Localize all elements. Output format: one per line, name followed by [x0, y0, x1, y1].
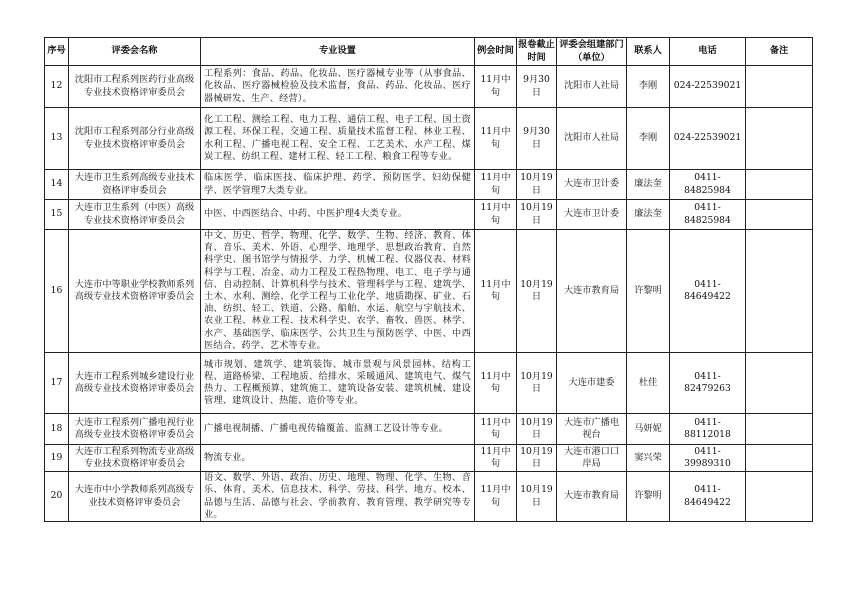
- row-number: 20: [45, 472, 69, 522]
- remark: [746, 230, 813, 353]
- header-note: 备注: [746, 38, 813, 66]
- organizing-department: 沈阳市人社局: [557, 108, 627, 170]
- phone-number: 0411-84649422: [670, 230, 746, 353]
- meeting-time: 11月中旬: [475, 200, 517, 230]
- remark: [746, 472, 813, 522]
- major-list: 化工工程、测绘工程、电力工程、通信工程、电子工程、国土资源工程、环保工程、交通工程、质量技术监督工程、林业工程、水利工程、广播电视工程、安全工程、工艺美术、水产工程、煤炭工程、纺织工程、建材工程、轻工工程、粮食工程等专业。: [201, 108, 475, 170]
- meeting-time: 11月中旬: [475, 353, 517, 414]
- committee-name: 沈阳市工程系列医药行业高级专业技术资格评审委员会: [69, 66, 201, 108]
- header-row: [45, 38, 813, 66]
- contact-person: 李刚: [627, 108, 670, 170]
- meeting-time: 11月中旬: [475, 108, 517, 170]
- deadline: 10月19日: [517, 414, 557, 445]
- contact-person: 廉法奎: [627, 200, 670, 230]
- major-list: 物流专业。: [201, 445, 475, 472]
- header-phone: 电话: [670, 38, 746, 66]
- meeting-time: 11月中旬: [475, 472, 517, 522]
- table-row: [45, 472, 813, 522]
- committee-table: [44, 37, 813, 522]
- meeting-time: 11月中旬: [475, 230, 517, 353]
- committee-name: 大连市卫生系列（中医）高级专业技术资格评审委员会: [69, 200, 201, 230]
- table-row: [45, 66, 813, 108]
- deadline: 10月19日: [517, 230, 557, 353]
- contact-person: 马妍妮: [627, 414, 670, 445]
- phone-number: 0411-88112018: [670, 414, 746, 445]
- header-date: 例会时间: [475, 38, 517, 66]
- organizing-department: 大连市建委: [557, 353, 627, 414]
- deadline: 10月19日: [517, 200, 557, 230]
- table-row: [45, 445, 813, 472]
- organizing-department: 大连市广播电视台: [557, 414, 627, 445]
- organizing-department: 大连市卫计委: [557, 170, 627, 200]
- committee-name: 大连市工程系列城乡建设行业高级专业技术资格评审委员会: [69, 353, 201, 414]
- organizing-department: 沈阳市人社局: [557, 66, 627, 108]
- committee-name: 大连市工程系列物流专业高级专业技术资格评审委员会: [69, 445, 201, 472]
- organizing-department: 大连市卫计委: [557, 200, 627, 230]
- committee-name: 大连市卫生系列高级专业技术资格评审委员会: [69, 170, 201, 200]
- remark: [746, 170, 813, 200]
- row-number: 12: [45, 66, 69, 108]
- remark: [746, 414, 813, 445]
- deadline: 9月30日: [517, 66, 557, 108]
- header-deadline: 报卷截止时间: [517, 38, 557, 66]
- row-number: 14: [45, 170, 69, 200]
- phone-number: 0411-84649422: [670, 472, 746, 522]
- table-row: [45, 108, 813, 170]
- phone-number: 024-22539021: [670, 66, 746, 108]
- major-list: 中文、历史、哲学、物理、化学、数学、生物、经济、教育、体育、音乐、美术、外语、心理学、地理学、思想政治教育、自然科学史、图书馆学与情报学、力学、机械工程、仪器仪表、材料科学与工程、冶金、动力工程及工程热物理、电工、电子学与通信、自动控制、计算机科学与技术、管理科学与工程、建筑学、土木、水利、测绘、化学工程与工业化学、地质勘探、矿业、石油、纺织、轻工、铁道、公路、船舶、水运、航空与宇航技术、农业工程、林业工程、技术科学史、农学、畜牧、兽医、林学、水产、基础医学、临床医学、公共卫生与预防医学、中医、中西医结合、药学、艺术等专业。: [201, 230, 475, 353]
- deadline: 10月19日: [517, 445, 557, 472]
- table-row: [45, 200, 813, 230]
- deadline: 10月19日: [517, 472, 557, 522]
- organizing-department: 大连市教育局: [557, 472, 627, 522]
- committee-name: 沈阳市工程系列部分行业高级专业技术资格评审委员会: [69, 108, 201, 170]
- row-number: 19: [45, 445, 69, 472]
- major-list: 语文、数学、外语、政治、历史、地理、物理、化学、生物、音乐、体育、美术、信息技术、科学、劳技、科学、地方、校本、品德与生活、品德与社会、学前教育、教育管理、教学研究等专业。: [201, 472, 475, 522]
- meeting-time: 11月中旬: [475, 445, 517, 472]
- header-major: 专业设置: [201, 38, 475, 66]
- major-list: 临床医学、临床医技、临床护理、药学、预防医学、妇幼保健学、医学管理7大类专业。: [201, 170, 475, 200]
- major-list: 工程系列：食品、药品、化妆品、医疗器械专业等（从事食品、化妆品、医疗器械检验及技术监督，食品、药品、化妆品、医疗器械研发、生产、经营）。: [201, 66, 475, 108]
- phone-number: 0411-39989310: [670, 445, 746, 472]
- remark: [746, 200, 813, 230]
- row-number: 16: [45, 230, 69, 353]
- deadline: 10月19日: [517, 353, 557, 414]
- row-number: 13: [45, 108, 69, 170]
- contact-person: 许黎明: [627, 230, 670, 353]
- contact-person: 李刚: [627, 66, 670, 108]
- phone-number: 0411-84825984: [670, 200, 746, 230]
- contact-person: 杜佳: [627, 353, 670, 414]
- header-contact: 联系人: [627, 38, 670, 66]
- meeting-time: 11月中旬: [475, 66, 517, 108]
- header-no: 序号: [45, 38, 69, 66]
- remark: [746, 108, 813, 170]
- deadline: 10月19日: [517, 170, 557, 200]
- committee-name: 大连市中等职业学校教师系列高级专业技术资格评审委员会: [69, 230, 201, 353]
- row-number: 15: [45, 200, 69, 230]
- header-org: 评委会组建部门（单位）: [557, 38, 627, 66]
- header-name: 评委会名称: [69, 38, 201, 66]
- table-row: [45, 170, 813, 200]
- phone-number: 0411-84825984: [670, 170, 746, 200]
- contact-person: 窦兴荣: [627, 445, 670, 472]
- meeting-time: 11月中旬: [475, 170, 517, 200]
- committee-name: 大连市工程系列广播电视行业高级专业技术资格评审委员会: [69, 414, 201, 445]
- row-number: 17: [45, 353, 69, 414]
- remark: [746, 66, 813, 108]
- phone-number: 0411-82479263: [670, 353, 746, 414]
- meeting-time: 11月中旬: [475, 414, 517, 445]
- contact-person: 廉法奎: [627, 170, 670, 200]
- contact-person: 许黎明: [627, 472, 670, 522]
- organizing-department: 大连市港口口岸局: [557, 445, 627, 472]
- deadline: 9月30日: [517, 108, 557, 170]
- table-row: [45, 353, 813, 414]
- table-row: [45, 230, 813, 353]
- table-row: [45, 414, 813, 445]
- organizing-department: 大连市教育局: [557, 230, 627, 353]
- remark: [746, 353, 813, 414]
- major-list: 中医、中西医结合、中药、中医护理4大类专业。: [201, 200, 475, 230]
- major-list: 城市规划、建筑学、建筑装饰、城市景观与风景园林、结构工程、道路桥梁、工程地质、给排水、采暖通风、建筑电气、煤气热力、工程概预算、建筑施工、建筑设备安装、建筑机械、建设管理、建筑设计、热能、造价等专业。: [201, 353, 475, 414]
- committee-name: 大连市中小学教师系列高级专业技术资格评审委员会: [69, 472, 201, 522]
- row-number: 18: [45, 414, 69, 445]
- phone-number: 024-22539021: [670, 108, 746, 170]
- major-list: 广播电视制播、广播电视传输覆盖、监测工艺设计等专业。: [201, 414, 475, 445]
- remark: [746, 445, 813, 472]
